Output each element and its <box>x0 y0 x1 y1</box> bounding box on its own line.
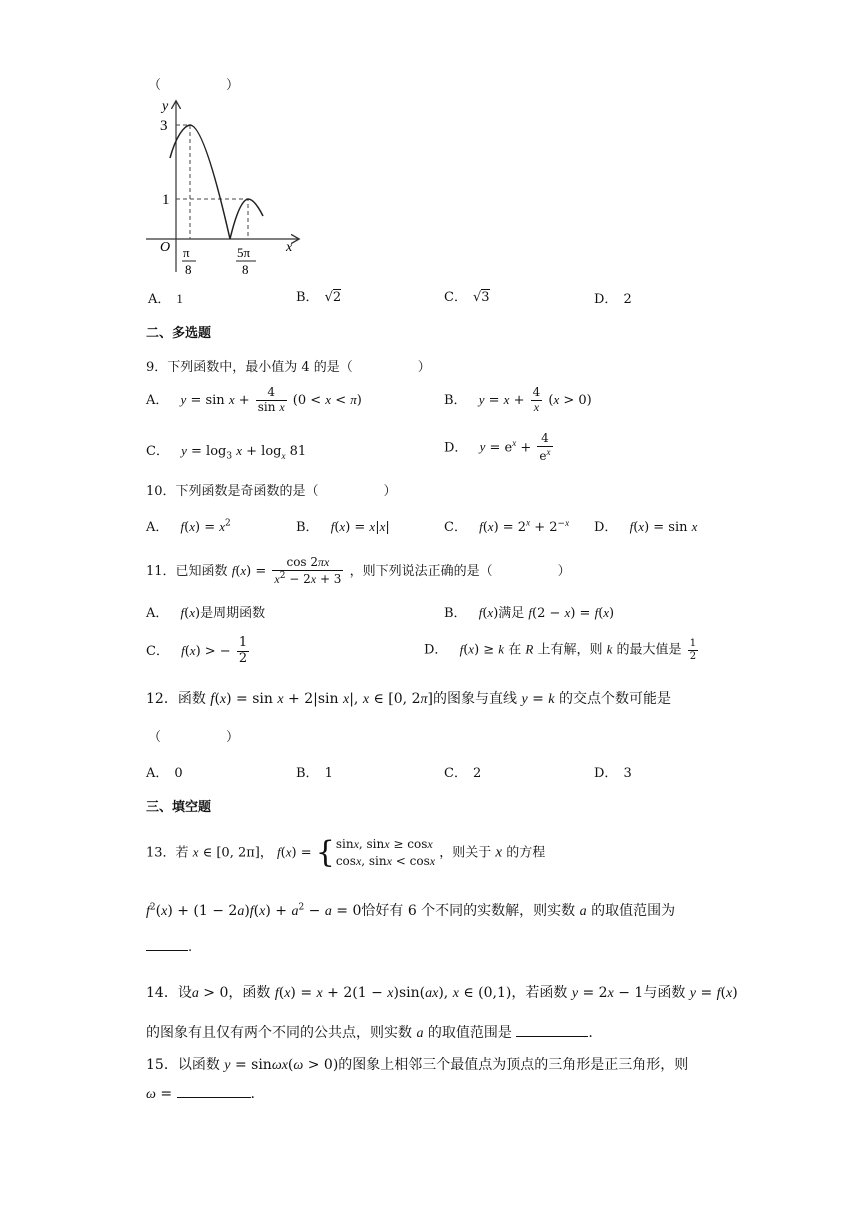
q9-option-c[interactable]: C． $y = \log_3 x + \log_x 81$ <box>146 443 307 462</box>
q13-stem-line1: 13．若 x ∈ [0, 2π]， f(x) = {sinx, sinx ≥ cosx cosx, sinx < cosx ，则关于 x 的方程 <box>146 835 546 870</box>
q9-option-b[interactable]: B． y = x + $\frac{4}{x}$ (x > 0) <box>444 385 592 414</box>
q12-option-d[interactable]: D． 3 <box>594 766 632 781</box>
curve <box>170 125 263 239</box>
q12-answer-paren: （ ） <box>148 730 240 745</box>
q9-option-d[interactable]: D． $y = e^x$ + $\frac{4}{e^x}$ <box>444 431 551 463</box>
q10-option-a[interactable]: A． $f(x) = x^2$ <box>146 518 231 535</box>
q8-option-a[interactable]: A． 1 <box>148 291 183 307</box>
q11-option-b[interactable]: B． f(x)满足 f(2 − x) = f(x) <box>444 605 615 621</box>
q12-option-b[interactable]: B． 1 <box>296 766 333 781</box>
q14-stem-line2: 的图象有且仅有两个不同的公共点，则实数 a 的取值范围是 . <box>146 1025 593 1041</box>
q11-option-c[interactable]: C． f(x) > − $\frac{1}{2}$ <box>146 635 248 666</box>
q14-stem-line1: 14．设a > 0，函数 f(x) = x + 2(1 − x)sin(ax), x ∈ (0,1)，若函数 y = 2x − 1与函数 y = f(x) <box>146 985 738 1001</box>
x-axis-label: x <box>286 240 293 255</box>
q11-stem: 11．已知函数 f(x) = $\frac{\cos 2\pi x}{x^2 - 2x + 3}$ ，则下列说法正确的是（ ） <box>146 555 571 586</box>
q12-option-a[interactable]: A． 0 <box>146 766 183 781</box>
q8-option-c[interactable]: C． √3 <box>444 290 490 305</box>
x-tick-5pi8-den: 8 <box>242 262 249 277</box>
q11-option-d[interactable]: D． f(x) ≥ k 在 R 上有解，则 k 的最大值是 $\frac{1}{2}$ <box>424 638 697 662</box>
q9-option-a[interactable]: A． y = sin x + $\frac{4}{\text{sin x}}$ (0 < x < π) <box>146 385 362 414</box>
q11-option-a[interactable]: A． f(x)是周期函数 <box>146 605 266 621</box>
q10-option-b[interactable]: B． f(x) = x|x| <box>296 519 390 535</box>
q12-stem: 12．函数 f(x) = sin x + 2|sin x|, x ∈ [0, 2π]的图象与直线 y = k 的交点个数可能是 <box>146 691 671 707</box>
x-tick-pi8-den: 8 <box>185 262 192 277</box>
q9-stem: 9．下列函数中，最小值为 4 的是（ ） <box>146 360 431 375</box>
section-title-multiple-choice: 二、多选题 <box>146 326 212 341</box>
q10-option-d[interactable]: D． f(x) = sin x <box>594 519 698 535</box>
q15-answer-blank[interactable] <box>177 1097 251 1098</box>
q15-stem-line2: ω = . <box>146 1086 255 1102</box>
q10-stem: 10．下列函数是奇函数的是（ ） <box>146 484 397 499</box>
guide-local-max <box>176 199 248 239</box>
y-axis-label: y <box>162 99 169 114</box>
y-tick-1: 1 <box>162 192 170 208</box>
y-tick-3: 3 <box>160 118 168 134</box>
x-tick-5pi8-num: 5π <box>237 245 251 260</box>
q15-stem-line1: 15．以函数 y = sinωx(ω > 0)的图象上相邻三个最值点为顶点的三角形是正三角形，则 <box>146 1057 689 1073</box>
x-tick-pi8-num: π <box>183 245 190 260</box>
origin-label: O <box>160 240 171 255</box>
q8-function-graph <box>140 96 310 278</box>
q14-answer-blank[interactable] <box>516 1036 588 1037</box>
q8-answer-paren: （ ） <box>148 78 240 93</box>
guide-max <box>176 125 190 239</box>
section-title-fill-in: 三、填空题 <box>146 800 212 815</box>
q13-stem-line2: $f^2(x) + (1 - 2a)f(x) + a^2 - a = 0$恰好有 6 个不同的实数解，则实数 a 的取值范围为 <box>146 902 676 919</box>
q8-option-b[interactable]: B． √2 <box>296 290 342 305</box>
q13-answer-blank[interactable]: . <box>146 940 192 955</box>
q12-option-c[interactable]: C． 2 <box>444 766 482 781</box>
q8-option-d[interactable]: D． 2 <box>594 292 632 307</box>
q10-option-c[interactable]: C． $f(x) = 2^x + 2^{-x}$ <box>444 517 570 535</box>
